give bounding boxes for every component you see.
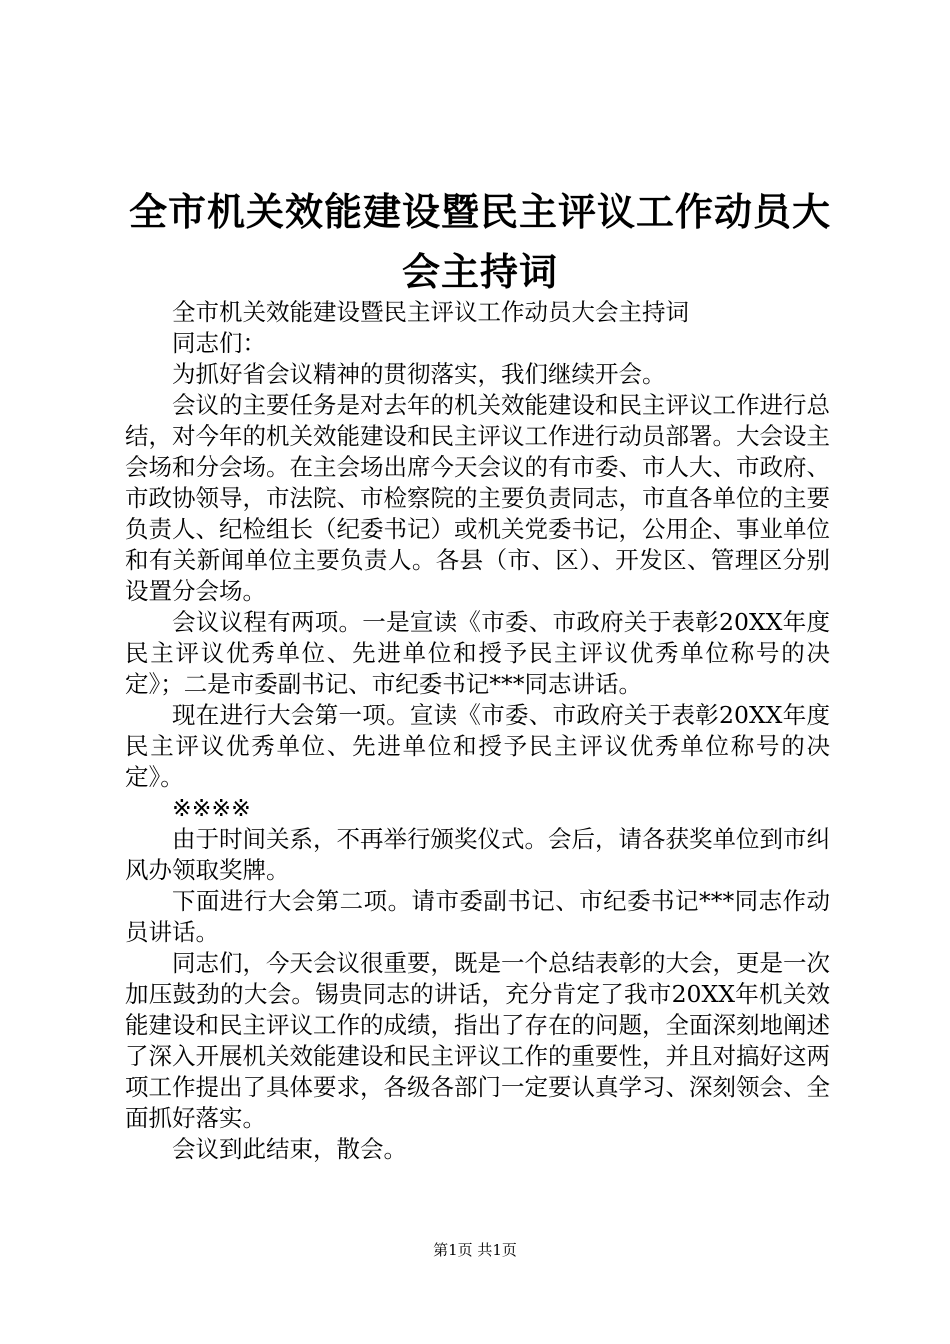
paragraph-salutation: 同志们： [172, 329, 266, 357]
paragraph: 会议议程有两项。一是宣读《市委、市政府关于表彰20XX年度民主评议优秀单位、先进单位和授予民主评议优秀单位称号的决定》；二是市委副书记、市纪委书记***同志讲话。 [125, 608, 830, 698]
paragraph-subtitle: 全市机关效能建设暨民主评议工作动员大会主持词 [172, 298, 689, 326]
page-footer: 第1页 共1页 [433, 1241, 517, 1259]
paragraph: 同志们，今天会议很重要，既是一个总结表彰的大会，更是一次加压鼓劲的大会。锡贵同志的讲话，充分肯定了我市20XX年机关效能建设和民主评议工作的成绩，指出了存在的问题，全面深刻地阐述了深入开展机关效能建设和民主评议工作的重要性，并且对搞好这两项工作提出了具体要求，各级各部门一定要认真学习、深刻领会、全面抓好落实。 [125, 949, 830, 1132]
paragraph: 下面进行大会第二项。请市委副书记、市纪委书记***同志作动员讲话。 [125, 887, 830, 946]
document-body [125, 297, 830, 1165]
paragraph-separator: ※※※※ [172, 794, 251, 822]
paragraph-closing: 会议到此结束，散会。 [172, 1135, 407, 1163]
document-title: 全市机关效能建设暨民主评议工作动员大会主持词 [128, 190, 831, 294]
paragraph: 会议的主要任务是对去年的机关效能建设和民主评议工作进行总结，对今年的机关效能建设和民主评议工作进行动员部署。大会设主会场和分会场。在主会场出席今天会议的有市委、市人大、市政府、市政协领导，市法院、市检察院的主要负责同志，市直各单位的主要负责人、纪检组长（纪委书记）或机关党委书记，公用企、事业单位和有关新闻单位主要负责人。各县（市、区）、开发区、管理区分别设置分会场。 [125, 391, 830, 605]
paragraph: 由于时间关系，不再举行颁奖仪式。会后，请各获奖单位到市纠风办领取奖牌。 [125, 825, 830, 884]
paragraph: 为抓好省会议精神的贯彻落实，我们继续开会。 [172, 360, 666, 388]
paragraph: 现在进行大会第一项。宣读《市委、市政府关于表彰20XX年度民主评议优秀单位、先进单位和授予民主评议优秀单位称号的决定》。 [125, 701, 830, 791]
